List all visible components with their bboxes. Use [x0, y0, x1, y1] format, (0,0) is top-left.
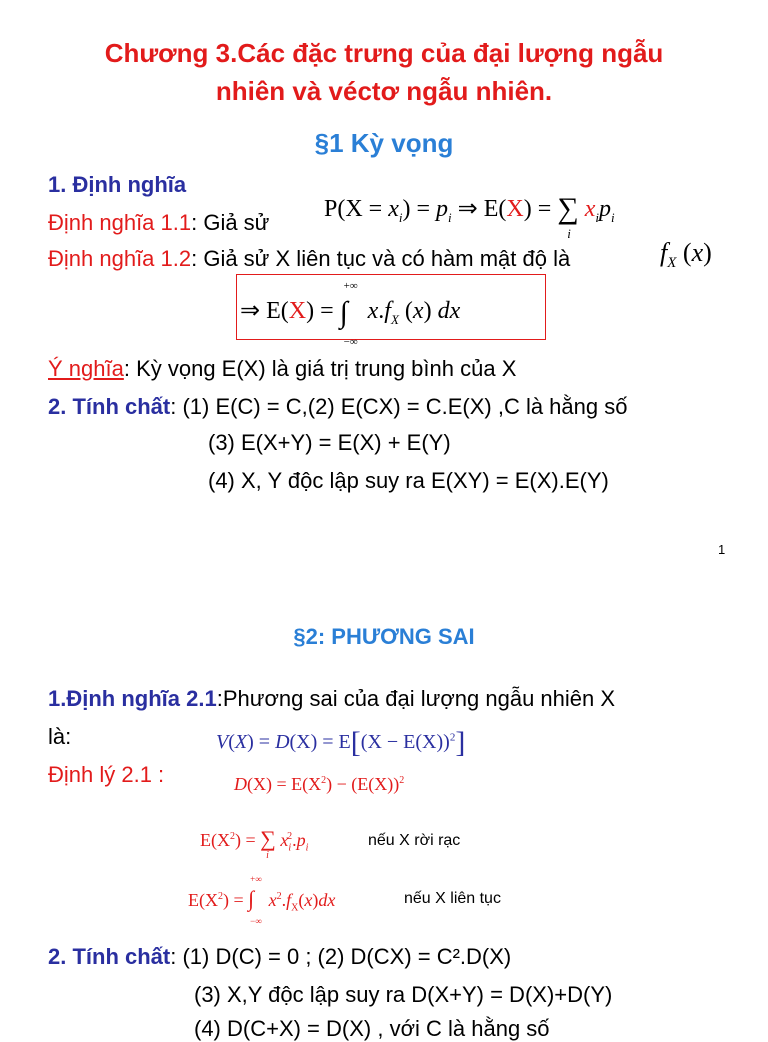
continuous-expectation-formula: ⇒ E(X) = ∫ +∞ −∞ $x.f_X$ (x) dx	[240, 280, 461, 348]
chapter-title-line1: Chương 3.Các đặc trưng của đại lượng ngẫu	[104, 38, 664, 68]
variance-properties-text-1: : (1) D(C) = 0 ; (2) D(CX) = C².D(X)	[170, 944, 512, 969]
density-function: $f_X$ (x)	[660, 238, 712, 272]
second-moment-discrete-formula: $E(X^2)$ = ∑ i $x_i^2.p_i$	[200, 826, 309, 861]
variance-definition	[48, 686, 615, 712]
theorem-label: Định lý 2.1 :	[48, 762, 165, 787]
variance-formula: $V(X) = D(X) = E[(X - E(X))^2]$	[216, 726, 466, 759]
definition-1-2-text: : Giả sử X liên tục và có hàm mật độ là	[191, 246, 571, 271]
properties-line-1	[48, 394, 627, 420]
second-moment-continuous-formula: $E(X^2)$ = ∫ +∞ −∞ $x^2.f_X(x)dx$	[188, 874, 336, 926]
meaning-label: Ý nghĩa	[48, 356, 124, 381]
discrete-note: nếu X rời rạc	[368, 832, 461, 849]
variance-properties-line-3: (4) D(C+X) = D(X) , với C là hằng số	[194, 1016, 550, 1041]
variance-properties-label: 2. Tính chất	[48, 944, 171, 969]
definition-1-2	[48, 246, 570, 272]
theorem-formula: $D(X) = E(X^2) - (E(X))^2$	[234, 774, 405, 794]
properties-text-1: : (1) E(C) = C,(2) E(CX) = C.E(X) ,C là hằng số	[170, 394, 628, 419]
page-number: 1	[718, 542, 726, 557]
variance-definition-text: :Phương sai của đại lượng ngẫu nhiên X	[216, 686, 616, 711]
properties-line-2: (3) E(X+Y) = E(X) + E(Y)	[208, 430, 451, 455]
definition-1-1	[48, 210, 269, 236]
properties-label: 2. Tính chất	[48, 394, 171, 419]
variance-properties-line-1	[48, 944, 511, 970]
section-title-expectation: §1 Kỳ vọng	[314, 128, 454, 158]
definition-1-1-text: : Giả sử	[191, 210, 270, 235]
variance-definition-label: 1.Định nghĩa 2.1	[48, 686, 217, 711]
properties-line-3: (4) X, Y độc lập suy ra E(XY) = E(X).E(Y)	[208, 468, 609, 493]
chapter-title-line2: nhiên và véctơ ngẫu nhiên.	[215, 76, 553, 106]
definition-1-1-label: Định nghĩa 1.1	[48, 210, 192, 235]
variance-definition-cont: là:	[48, 724, 72, 749]
continuous-note: nếu X liên tục	[404, 890, 501, 907]
variance-properties-line-2: (3) X,Y độc lập suy ra D(X+Y) = D(X)+D(Y)	[194, 982, 613, 1007]
meaning-text: : Kỳ vọng E(X) là giá trị trung bình của X	[123, 356, 517, 381]
definition-heading: 1. Định nghĩa	[48, 172, 187, 197]
section-title-variance: §2: PHƯƠNG SAI	[293, 624, 475, 649]
definition-1-2-label: Định nghĩa 1.2	[48, 246, 192, 271]
meaning	[48, 356, 516, 382]
discrete-expectation-formula: $P(X = x_i) = p_i$ ⇒ E(X) = ∑ i $x_ip_i$	[324, 192, 615, 241]
